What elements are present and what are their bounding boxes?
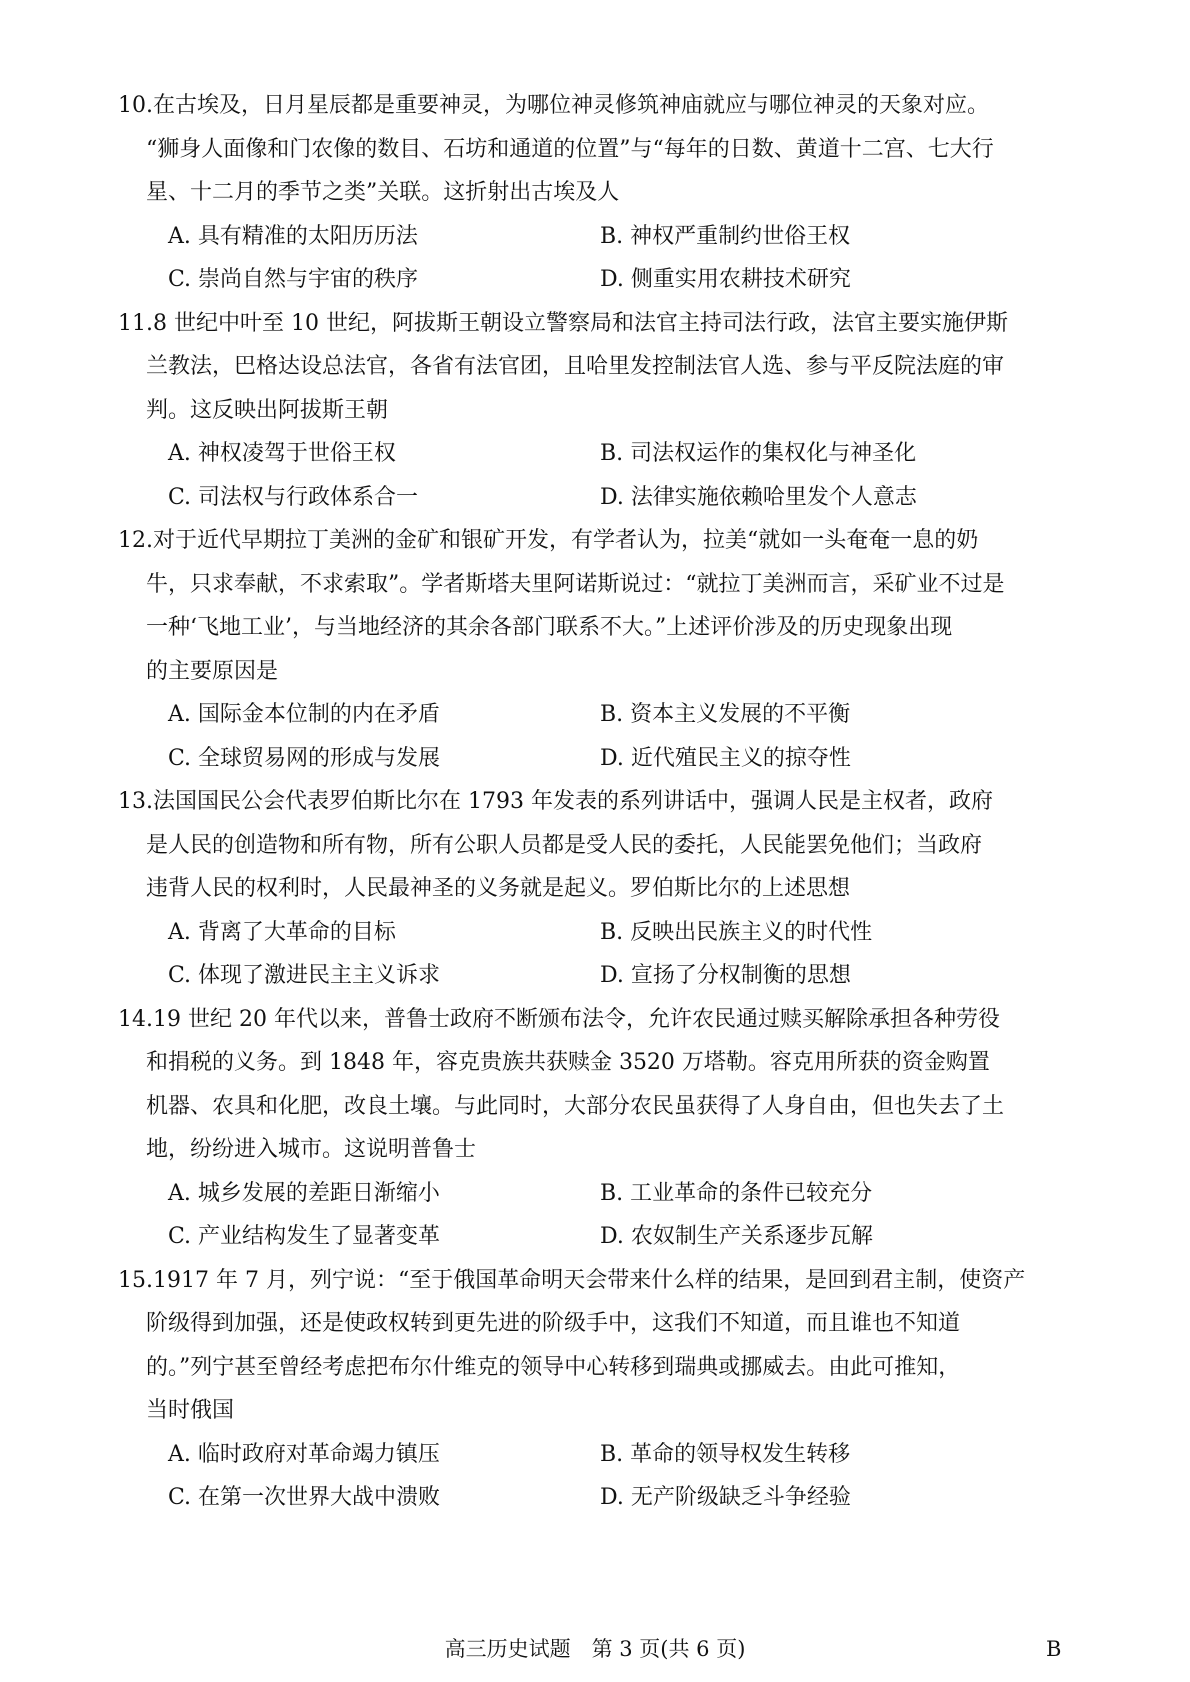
option-row bbox=[118, 215, 1078, 259]
stem-line: “狮身人面像和门农像的数目、石坊和通道的位置”与“每年的日数、黄道十二宫、七大行 bbox=[118, 136, 994, 162]
stem-line: 违背人民的权利时，人民最神圣的义务就是起义。罗伯斯比尔的上述思想 bbox=[118, 876, 850, 901]
option-row bbox=[118, 432, 1078, 476]
question-13 bbox=[118, 780, 1078, 998]
stem-line: 一种‘飞地工业’，与当地经济的其余各部门联系不大。”上述评价涉及的历史现象出现 bbox=[118, 615, 953, 640]
option-d: D. 法律实施依赖哈里发个人意志 bbox=[600, 484, 917, 510]
stem-line: 机器、农具和化肥，改良土壤。与此同时，大部分农民虽获得了人身自由，但也失去了土 bbox=[118, 1093, 1004, 1119]
option-c: C. 体现了激进民主主义诉求 bbox=[168, 963, 441, 988]
option-a: A. 背离了大革命的目标 bbox=[168, 919, 396, 945]
options bbox=[118, 432, 1078, 519]
options bbox=[118, 693, 1078, 780]
options bbox=[118, 215, 1078, 302]
question-stem bbox=[118, 519, 1078, 693]
question-11 bbox=[118, 302, 1078, 520]
option-d: D. 近代殖民主义的掠夺性 bbox=[600, 745, 851, 771]
question-10 bbox=[118, 84, 1078, 302]
stem-line: 10.在古埃及，日月星辰都是重要神灵，为哪位神灵修筑神庙就应与哪位神灵的天象对应。 bbox=[118, 93, 989, 118]
stem-line: 和捐税的义务。到 1848 年，容克贵族共获赎金 3520 万塔勒。容克用所获的资金购置 bbox=[118, 1050, 990, 1075]
question-stem bbox=[118, 998, 1078, 1172]
option-row bbox=[118, 954, 1078, 998]
question-12 bbox=[118, 519, 1078, 780]
option-a: A. 具有精准的太阳历历法 bbox=[168, 223, 418, 249]
stem-line: 当时俄国 bbox=[118, 1398, 234, 1423]
option-b: B. 反映出民族主义的时代性 bbox=[600, 919, 873, 945]
option-a: A. 临时政府对革命竭力镇压 bbox=[168, 1441, 440, 1467]
option-a: A. 神权凌驾于世俗王权 bbox=[168, 441, 396, 466]
stem-line: 星、十二月的季节之类”关联。这折射出古埃及人 bbox=[118, 180, 620, 205]
option-c: C. 崇尚自然与宇宙的秩序 bbox=[168, 267, 419, 292]
option-c: C. 产业结构发生了显著变革 bbox=[168, 1224, 441, 1249]
option-row bbox=[118, 1172, 1078, 1216]
option-a: A. 城乡发展的差距日渐缩小 bbox=[168, 1180, 440, 1206]
option-d: D. 无产阶级缺乏斗争经验 bbox=[600, 1485, 851, 1510]
option-d: D. 宣扬了分权制衡的思想 bbox=[600, 963, 851, 988]
option-row bbox=[118, 693, 1078, 737]
stem-line: 阶级得到加强，还是使政权转到更先进的阶级手中，这我们不知道，而且谁也不知道 bbox=[118, 1311, 960, 1336]
options bbox=[118, 911, 1078, 998]
stem-line: 15.1917 年 7 月，列宁说：“至于俄国革命明天会带来什么样的结果，是回到君主制，使资产 bbox=[118, 1267, 1026, 1293]
stem-line: 14.19 世纪 20 年代以来，普鲁士政府不断颁布法令，允许农民通过赎买解除承担各种劳役 bbox=[118, 1006, 1000, 1032]
option-b: B. 资本主义发展的不平衡 bbox=[600, 702, 851, 727]
question-14 bbox=[118, 998, 1078, 1259]
option-row bbox=[118, 258, 1078, 302]
question-stem bbox=[118, 84, 1078, 215]
stem-line: 牛，只求奉献，不求索取”。学者斯塔夫里阿诺斯说过：“就拉丁美洲而言，采矿业不过是 bbox=[118, 571, 1005, 597]
option-b: B. 神权严重制约世俗王权 bbox=[600, 223, 851, 249]
option-row bbox=[118, 476, 1078, 520]
option-d: D. 农奴制生产关系逐步瓦解 bbox=[600, 1224, 873, 1249]
question-list bbox=[118, 84, 1078, 1520]
stem-line: 12.对于近代早期拉丁美洲的金矿和银矿开发，有学者认为，拉美“就如一头奄奄一息的奶 bbox=[118, 528, 979, 553]
paper-version-label: B bbox=[1046, 1637, 1062, 1661]
options bbox=[118, 1433, 1078, 1520]
stem-line: 13.法国国民公会代表罗伯斯比尔在 1793 年发表的系列讲话中，强调人民是主权者，政府 bbox=[118, 789, 993, 814]
question-stem bbox=[118, 1259, 1078, 1433]
stem-line: 兰教法，巴格达设总法官，各省有法官团，且哈里发控制法官人选、参与平反院法庭的审 bbox=[118, 354, 1004, 379]
option-a: A. 国际金本位制的内在矛盾 bbox=[168, 702, 440, 727]
page-number-label: 高三历史试题 第 3 页(共 6 页) bbox=[444, 1637, 746, 1661]
option-b: B. 工业革命的条件已较充分 bbox=[600, 1180, 873, 1206]
option-row bbox=[118, 1476, 1078, 1520]
option-b: B. 革命的领导权发生转移 bbox=[600, 1441, 851, 1467]
option-row bbox=[118, 737, 1078, 781]
stem-line: 地，纷纷进入城市。这说明普鲁士 bbox=[118, 1137, 476, 1162]
option-row bbox=[118, 1215, 1078, 1259]
option-row bbox=[118, 911, 1078, 955]
stem-line: 11.8 世纪中叶至 10 世纪，阿拔斯王朝设立警察局和法官主持司法行政，法官主要实施伊斯 bbox=[118, 310, 1008, 336]
question-stem bbox=[118, 780, 1078, 911]
stem-line: 是人民的创造物和所有物，所有公职人员都是受人民的委托，人民能罢免他们；当政府 bbox=[118, 832, 982, 858]
option-d: D. 侧重实用农耕技术研究 bbox=[600, 267, 851, 292]
stem-line: 的。”列宁甚至曾经考虑把布尔什维克的领导中心转移到瑞典或挪威去。由此可推知， bbox=[118, 1354, 961, 1380]
question-stem bbox=[118, 302, 1078, 433]
option-c: C. 司法权与行政体系合一 bbox=[168, 484, 419, 510]
options bbox=[118, 1172, 1078, 1259]
question-15 bbox=[118, 1259, 1078, 1520]
option-row bbox=[118, 1433, 1078, 1477]
option-c: C. 全球贸易网的形成与发展 bbox=[168, 745, 441, 771]
stem-line: 判。这反映出阿拔斯王朝 bbox=[118, 397, 388, 423]
stem-line: 的主要原因是 bbox=[118, 658, 278, 684]
option-c: C. 在第一次世界大战中溃败 bbox=[168, 1485, 441, 1510]
option-b: B. 司法权运作的集权化与神圣化 bbox=[600, 441, 917, 466]
